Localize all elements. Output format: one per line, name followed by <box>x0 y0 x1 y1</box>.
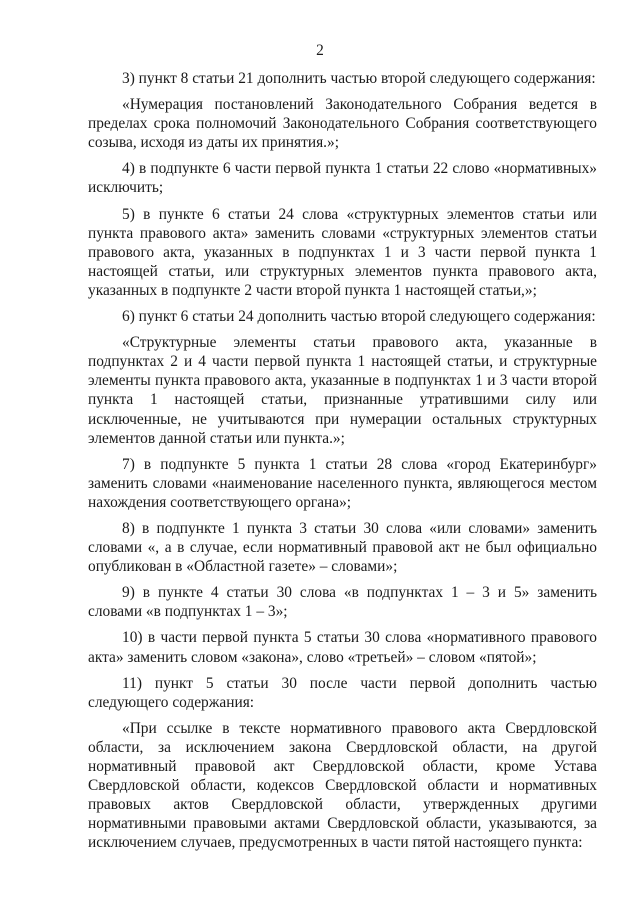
paragraph-item-8: 8) в подпункте 1 пункта 3 статьи 30 слова «или словами» заменить словами «, а в случае, если нормативный правовой акт не был официально опубликован в «Областной газете» – словами»; <box>88 519 597 576</box>
page-number: 2 <box>316 42 324 59</box>
paragraph-item-7: 7) в подпункте 5 пункта 1 статьи 28 слова «город Екатеринбург» заменить словами «наименование населенного пункта, являющегося местом нахождения соответствующего органа»; <box>88 455 597 511</box>
document-body <box>88 69 597 859</box>
paragraph-item-3: 3) пункт 8 статьи 21 дополнить частью второй следующего содержания: <box>122 70 596 87</box>
paragraph-item-5: 5) в пункте 6 статьи 24 слова «структурных элементов статьи или пункта правового акта» заменить словами «структурных элементов статьи правового акта, указанных в подпунктах 1 и 3 части первой пункта 1 настоящей статьи, или структурных элементов пункта правового акта, указанных в подпункте 2 части второй пункта 1 настоящей статьи,»; <box>88 205 597 299</box>
paragraph-item-11: 11) пункт 5 статьи 30 после части первой дополнить частью следующего содержания: <box>88 674 597 711</box>
paragraph-item-9: 9) в пункте 4 статьи 30 слова «в подпунктах 1 – 3 и 5» заменить словами «в подпунктах 1 – 3»; <box>88 584 597 621</box>
quoted-text-structural-elements: «Структурные элементы статьи правового акта, указанные в подпунктах 2 и 4 части первой пункта 1 настоящей статьи, и структурные элементы пункта правового акта, указанные в подпунктах 1 и 3 части второй пункта 1 настоящей статьи, признанные утратившими силу или исключенные, не учитываются при нумерации остальных структурных элементов данной статьи или пункта.»; <box>88 334 597 447</box>
paragraph-item-10: 10) в части первой пункта 5 статьи 30 слова «нормативного правового акта» заменить словом «закона», слово «третьей» – словом «пятой»; <box>88 629 597 666</box>
paragraph-item-4: 4) в подпункте 6 части первой пункта 1 статьи 22 слово «нормативных» исключить; <box>88 160 597 197</box>
paragraph-item-6: 6) пункт 6 статьи 24 дополнить частью второй следующего содержания: <box>122 308 596 326</box>
quoted-text-numbering: «Нумерация постановлений Законодательного Собрания ведется в пределах срока полномочий Законодательного Собрания соответствующего созыва, исходя из даты их принятия.»; <box>88 96 597 152</box>
quoted-text-reference-rules: «При ссылке в тексте нормативного правового акта Свердловской области, за исключением закона Свердловской области, на другой нормативный правовой акт Свердловской области, кроме Устава Свердловской области, кодексов Свердловской области и нормативных правовых актов Свердловской области, утвержденных другими нормативными правовыми актами Свердловской области, указываются, за исключением случаев, предусмотренных в части пятой настоящего пункта: <box>88 719 597 852</box>
